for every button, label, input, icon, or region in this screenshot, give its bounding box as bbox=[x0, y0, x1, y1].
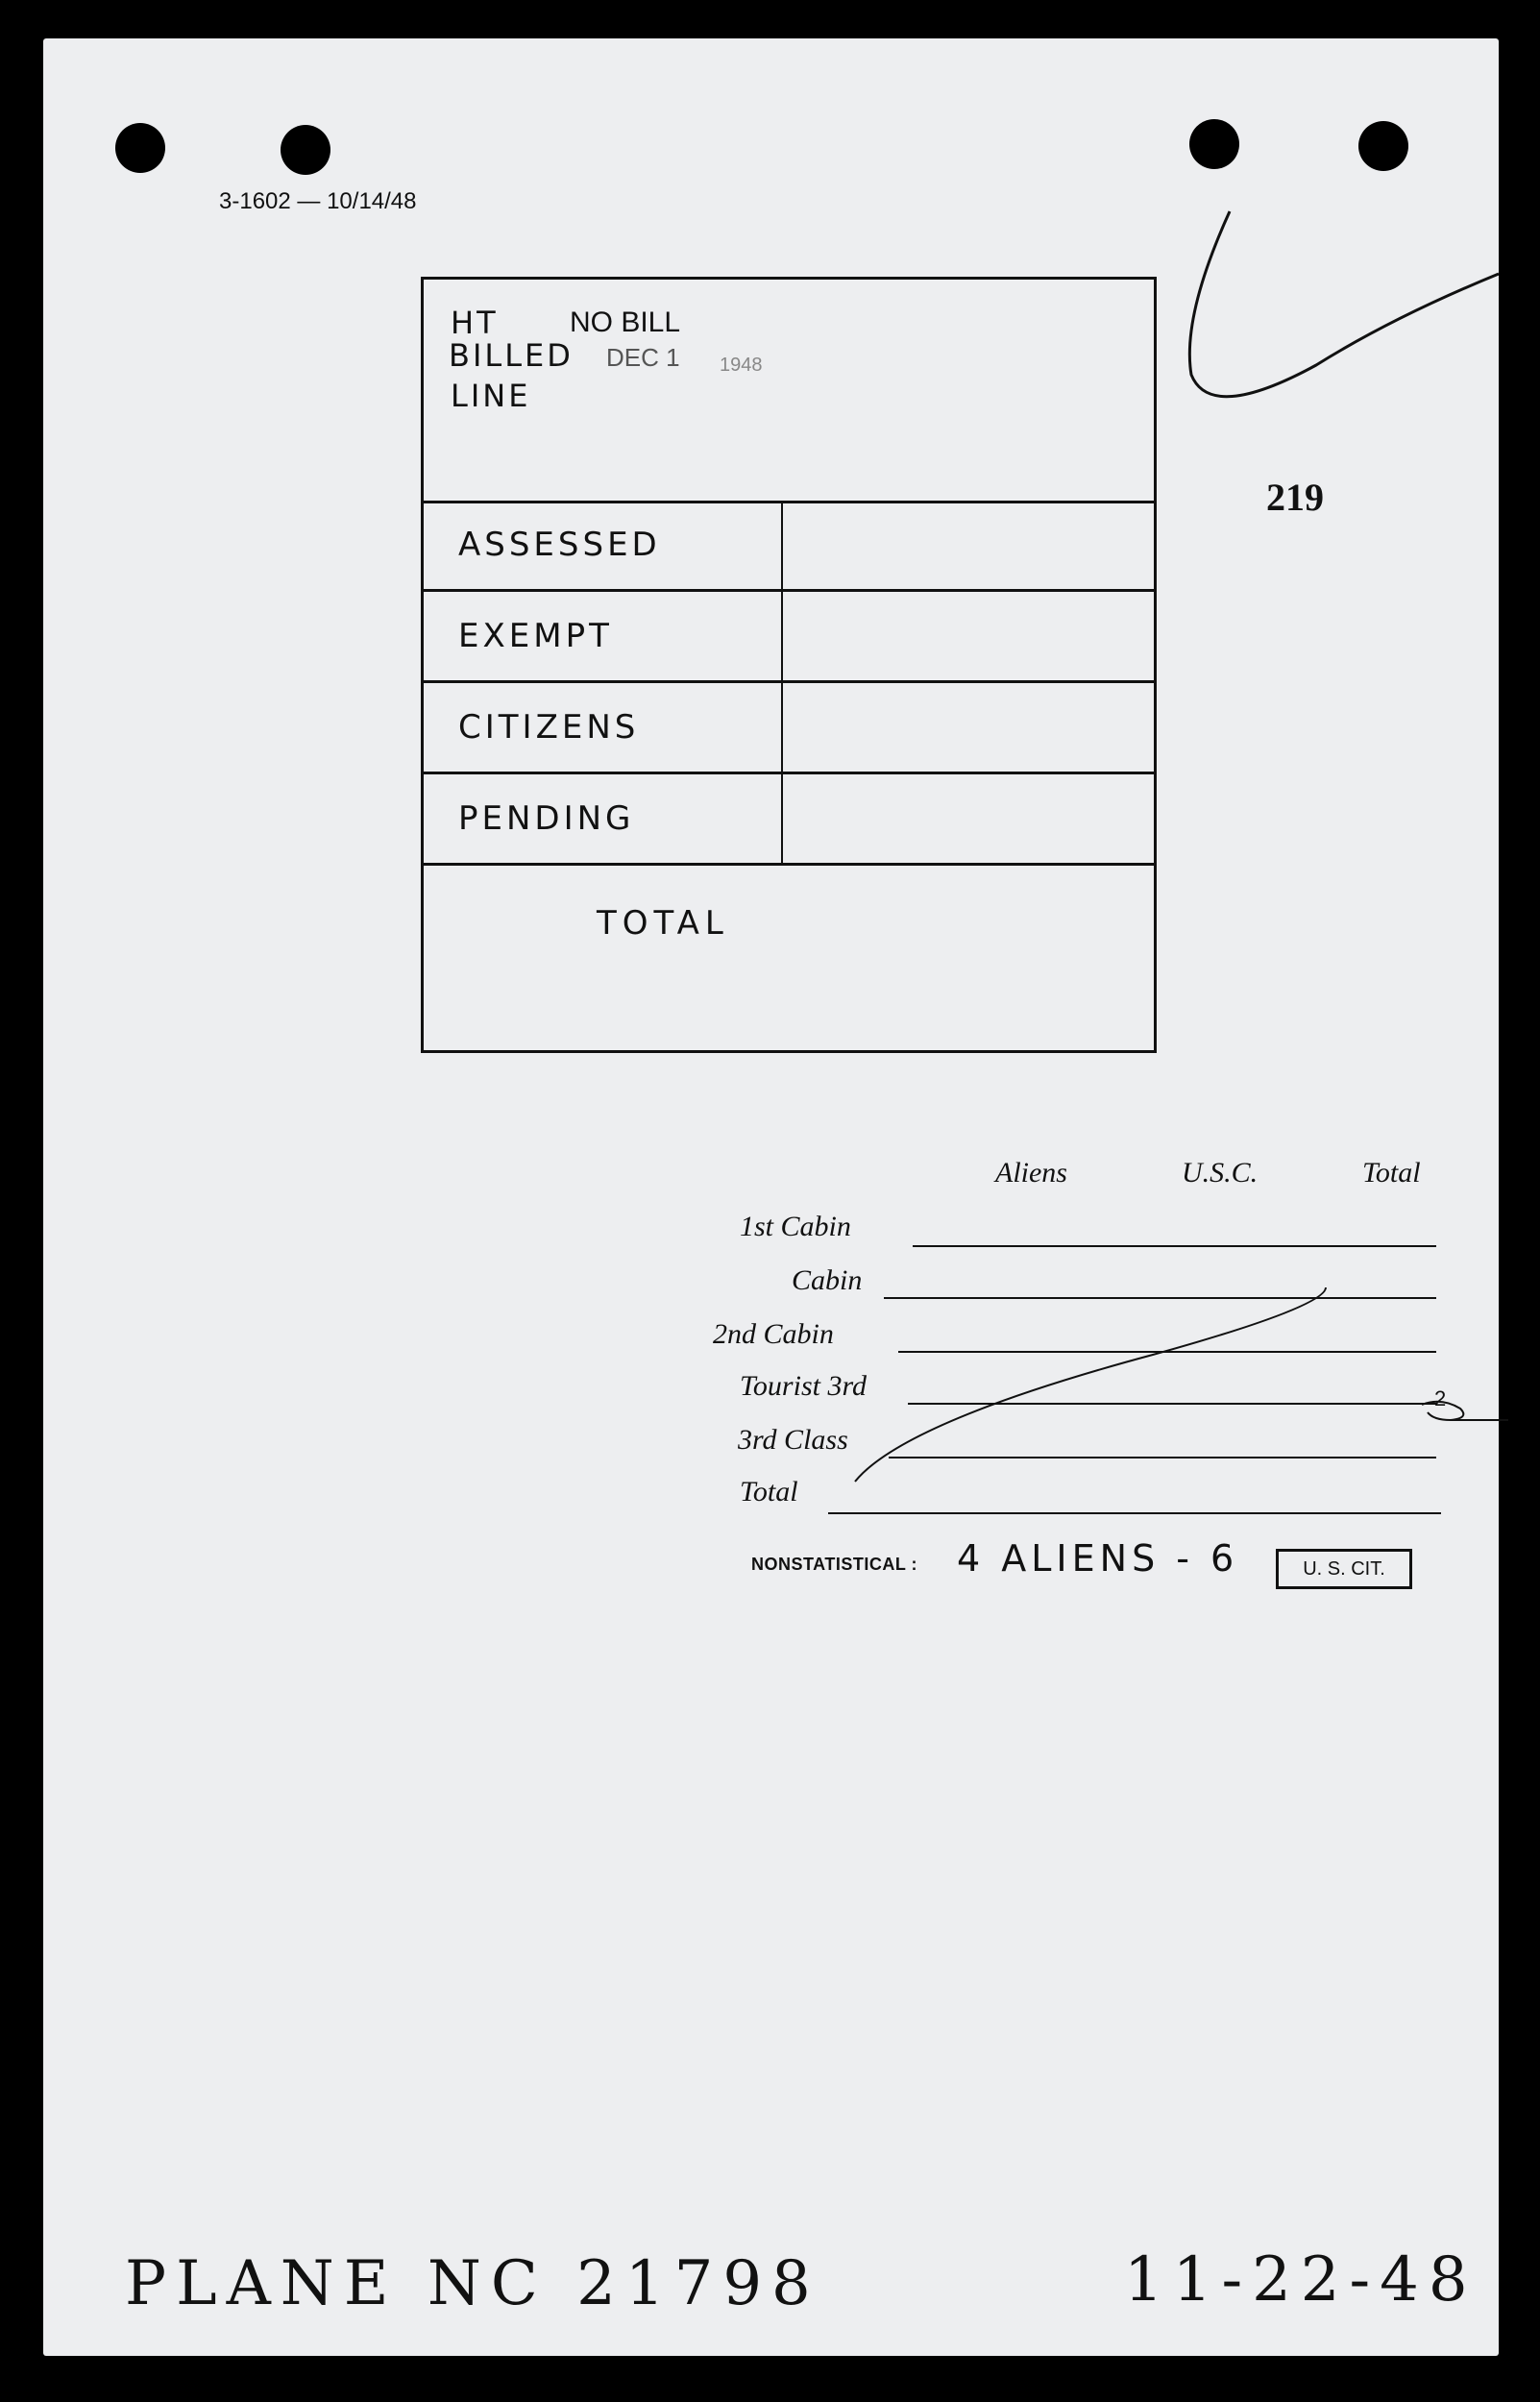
column-divider bbox=[781, 501, 783, 589]
row-total: Total bbox=[740, 1476, 798, 1507]
stamp-no-bill: NO BILL bbox=[570, 306, 681, 338]
stamp-year: 1948 bbox=[720, 355, 763, 376]
stamp-ht: HT bbox=[451, 305, 499, 341]
row-1st-cabin: 1st Cabin bbox=[740, 1211, 851, 1242]
col-aliens: Aliens bbox=[995, 1157, 1067, 1189]
punch-hole-icon bbox=[115, 123, 165, 173]
us-cit-stamp: U. S. CIT. bbox=[1276, 1549, 1412, 1589]
stamp-row-citizens: CITIZENS bbox=[424, 683, 1154, 774]
row-3rd-class: 3rd Class bbox=[738, 1424, 848, 1456]
footer-date: 11-22-48 bbox=[1124, 2244, 1478, 2316]
stamp-date: DEC 1 bbox=[606, 343, 680, 372]
row-cabin: Cabin bbox=[792, 1264, 863, 1296]
col-usc: U.S.C. bbox=[1182, 1157, 1259, 1189]
strike-line-icon bbox=[845, 1278, 1508, 1489]
column-divider bbox=[781, 592, 783, 680]
nonstatistical-value: 4 ALIENS - 6 bbox=[957, 1537, 1239, 1580]
nonstatistical-label: NONSTATISTICAL : bbox=[751, 1555, 917, 1574]
punch-hole-icon bbox=[1189, 119, 1239, 169]
stamp-row-exempt: EXEMPT bbox=[424, 592, 1154, 683]
stamp-line: LINE bbox=[451, 378, 531, 414]
checkmark-icon bbox=[1153, 202, 1518, 413]
column-divider bbox=[781, 683, 783, 772]
col-total: Total bbox=[1362, 1157, 1421, 1189]
billing-stamp bbox=[421, 277, 1157, 1053]
stamp-row-assessed: ASSESSED bbox=[424, 501, 1154, 592]
page-number: 219 bbox=[1266, 476, 1324, 519]
circled-mark: 2 bbox=[1434, 1386, 1447, 1410]
row-tourist-3rd: Tourist 3rd bbox=[740, 1370, 868, 1402]
stamp-row-pending: PENDING bbox=[424, 774, 1154, 866]
form-code: 3-1602 — 10/14/48 bbox=[219, 188, 417, 214]
stamp-billed: BILLED bbox=[449, 337, 574, 374]
plane-number: PLANE NC 21798 bbox=[125, 2248, 820, 2319]
entry-line bbox=[828, 1512, 1441, 1514]
punch-hole-icon bbox=[1358, 121, 1408, 171]
stamp-header bbox=[424, 280, 1154, 503]
punch-hole-icon bbox=[281, 125, 330, 175]
entry-line bbox=[913, 1245, 1436, 1247]
column-divider bbox=[781, 774, 783, 863]
row-2nd-cabin: 2nd Cabin bbox=[713, 1318, 834, 1350]
stamp-total: TOTAL bbox=[597, 904, 729, 943]
